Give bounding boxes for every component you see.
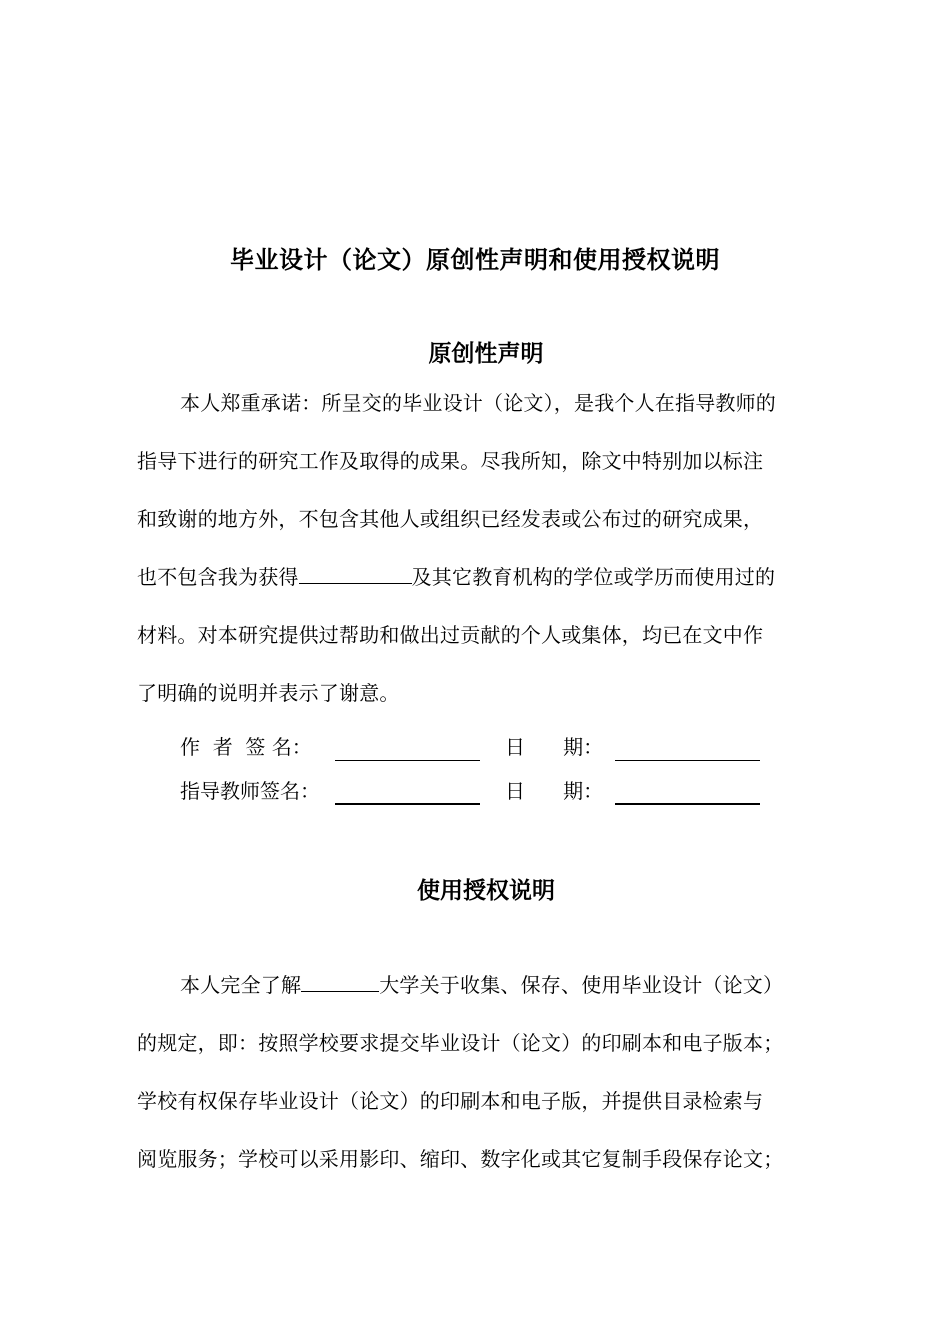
authorization-line-1-part-b: 大学关于收集、保存、使用毕业设计（论文） — [379, 973, 784, 997]
author-signature-label: 作 者 签 名： — [180, 735, 312, 759]
authorization-line-1-part-a: 本人完全了解 — [180, 973, 302, 997]
originality-line-4 — [137, 563, 775, 591]
advisor-signature-row — [180, 777, 780, 807]
originality-line-1: 本人郑重承诺：所呈交的毕业设计（论文），是我个人在指导教师的 — [180, 391, 776, 415]
advisor-date-label: 日 期： — [505, 779, 604, 803]
authorization-line-4: 阅览服务；学校可以采用影印、缩印、数字化或其它复制手段保存论文； — [137, 1147, 784, 1171]
author-signature-line — [335, 759, 480, 761]
university-blank — [301, 971, 379, 992]
authorization-line-3: 学校有权保存毕业设计（论文）的印刷本和电子版，并提供目录检索与 — [137, 1089, 764, 1113]
originality-line-5: 材料。对本研究提供过帮助和做出过贡献的个人或集体，均已在文中作 — [137, 623, 764, 647]
advisor-signature-line — [335, 802, 480, 805]
originality-line-3: 和致谢的地方外，不包含其他人或组织已经发表或公布过的研究成果， — [137, 507, 764, 531]
originality-line-6: 了明确的说明并表示了谢意。 — [137, 681, 400, 705]
originality-line-4-part-b: 及其它教育机构的学位或学历而使用过的 — [411, 565, 776, 589]
authorization-heading: 使用授权说明 — [417, 878, 555, 904]
advisor-date-line — [615, 802, 760, 805]
authorization-line-1 — [180, 971, 783, 999]
authorization-line-2: 的规定，即：按照学校要求提交毕业设计（论文）的印刷本和电子版本； — [137, 1031, 784, 1055]
institution-blank — [299, 563, 412, 584]
originality-line-2: 指导下进行的研究工作及取得的成果。尽我所知，除文中特别加以标注 — [137, 449, 764, 473]
originality-heading: 原创性声明 — [428, 341, 544, 367]
author-date-label: 日 期： — [505, 735, 604, 759]
advisor-signature-label: 指导教师签名： — [180, 779, 320, 803]
author-signature-row — [180, 733, 780, 763]
author-date-line — [615, 759, 760, 761]
originality-line-4-part-a: 也不包含我为获得 — [137, 565, 299, 589]
main-title: 毕业设计（论文）原创性声明和使用授权说明 — [230, 246, 720, 274]
